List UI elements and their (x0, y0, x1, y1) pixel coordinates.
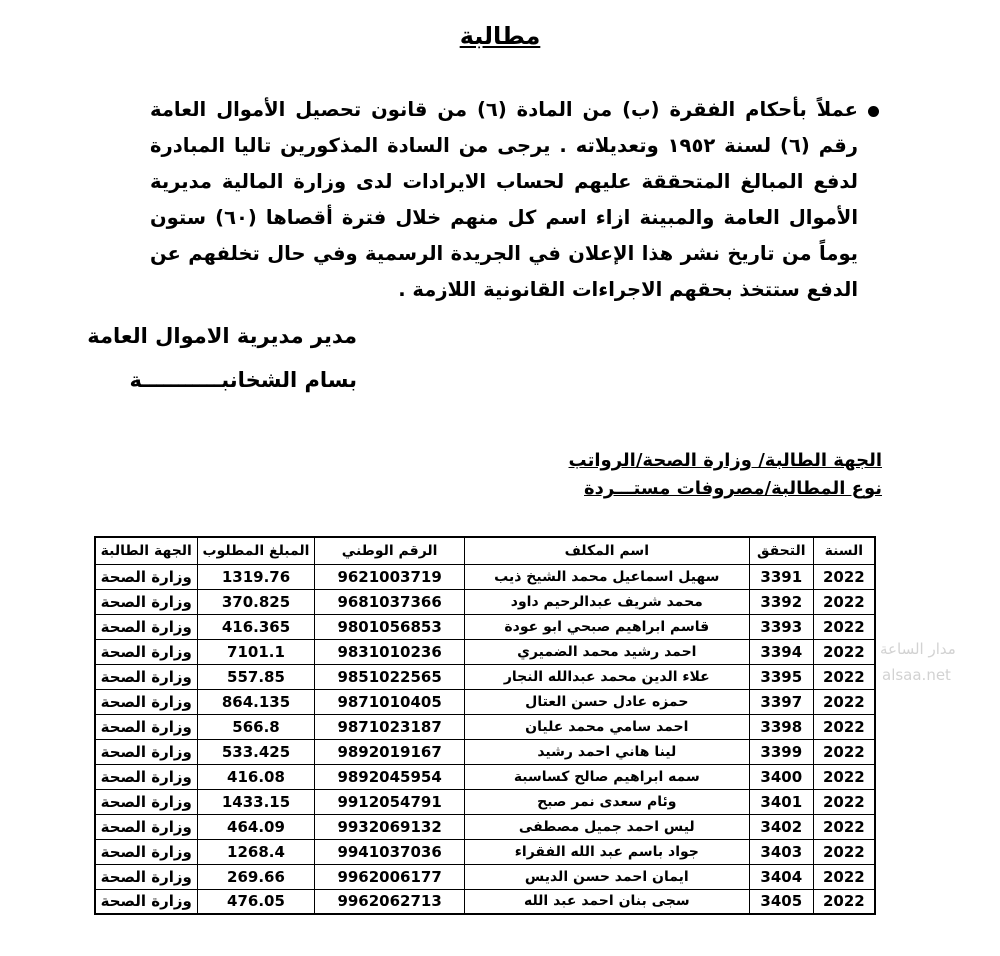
cell-amount: 416.08 (197, 764, 315, 789)
cell-national-id: 9681037366 (315, 589, 464, 614)
cell-name: احمد سامي محمد عليان (464, 714, 749, 739)
cell-verification: 3399 (749, 739, 813, 764)
watermark-url: alsaa.net (882, 666, 951, 684)
table-row (95, 739, 875, 764)
table-row (95, 839, 875, 864)
cell-verification: 3403 (749, 839, 813, 864)
cell-year: 2022 (813, 839, 875, 864)
cell-amount: 370.825 (197, 589, 315, 614)
table-row (95, 639, 875, 664)
cell-verification: 3392 (749, 589, 813, 614)
cell-verification: 3398 (749, 714, 813, 739)
cell-name: حمزه عادل حسن العتال (464, 689, 749, 714)
cell-amount: 7101.1 (197, 639, 315, 664)
cell-national-id: 9962062713 (315, 889, 464, 914)
cell-national-id: 9892019167 (315, 739, 464, 764)
cell-national-id: 9871023187 (315, 714, 464, 739)
table-row (95, 589, 875, 614)
cell-verification: 3400 (749, 764, 813, 789)
cell-name: سمه ابراهيم صالح كساسبة (464, 764, 749, 789)
cell-national-id: 9912054791 (315, 789, 464, 814)
table-header-row (95, 537, 875, 564)
cell-year: 2022 (813, 889, 875, 914)
cell-amount: 476.05 (197, 889, 315, 914)
bullet-icon (868, 106, 879, 117)
cell-verification: 3401 (749, 789, 813, 814)
cell-name: جواد باسم عبد الله الفقراء (464, 839, 749, 864)
claims-table-body (95, 564, 875, 914)
cell-national-id: 9892045954 (315, 764, 464, 789)
cell-party: وزارة الصحة (95, 614, 197, 639)
cell-year: 2022 (813, 739, 875, 764)
cell-name: محمد شريف عبدالرحيم داود (464, 589, 749, 614)
table-row (95, 864, 875, 889)
cell-year: 2022 (813, 714, 875, 739)
header-year: السنة (813, 537, 875, 564)
cell-year: 2022 (813, 614, 875, 639)
cell-year: 2022 (813, 564, 875, 589)
cell-amount: 1433.15 (197, 789, 315, 814)
cell-verification: 3397 (749, 689, 813, 714)
header-party: الجهة الطالبة (95, 537, 197, 564)
header-national-id: الرقم الوطني (315, 537, 464, 564)
table-row (95, 664, 875, 689)
cell-national-id: 9962006177 (315, 864, 464, 889)
cell-name: علاء الدين محمد عبدالله النجار (464, 664, 749, 689)
cell-amount: 566.8 (197, 714, 315, 739)
header-name: اسم المكلف (464, 537, 749, 564)
cell-amount: 269.66 (197, 864, 315, 889)
cell-national-id: 9941037036 (315, 839, 464, 864)
cell-party: وزارة الصحة (95, 789, 197, 814)
cell-party: وزارة الصحة (95, 889, 197, 914)
cell-party: وزارة الصحة (95, 639, 197, 664)
cell-national-id: 9851022565 (315, 664, 464, 689)
cell-verification: 3402 (749, 814, 813, 839)
table-row (95, 564, 875, 589)
watermark-text: مدار الساعة (880, 640, 956, 658)
cell-verification: 3394 (749, 639, 813, 664)
cell-party: وزارة الصحة (95, 564, 197, 589)
cell-name: سهيل اسماعيل محمد الشيخ ذيب (464, 564, 749, 589)
signatory-name: بسام الشخانبـــــــــــة (129, 368, 357, 392)
table-row (95, 814, 875, 839)
cell-name: ليس احمد جميل مصطفى (464, 814, 749, 839)
cell-national-id: 9621003719 (315, 564, 464, 589)
cell-year: 2022 (813, 589, 875, 614)
cell-year: 2022 (813, 864, 875, 889)
header-amount: المبلغ المطلوب (197, 537, 315, 564)
cell-year: 2022 (813, 789, 875, 814)
table-row (95, 764, 875, 789)
cell-verification: 3391 (749, 564, 813, 589)
cell-national-id: 9932069132 (315, 814, 464, 839)
cell-party: وزارة الصحة (95, 814, 197, 839)
table-row (95, 714, 875, 739)
claims-table (94, 536, 876, 915)
cell-national-id: 9831010236 (315, 639, 464, 664)
cell-party: وزارة الصحة (95, 689, 197, 714)
cell-name: لينا هاني احمد رشيد (464, 739, 749, 764)
cell-year: 2022 (813, 639, 875, 664)
table-row (95, 614, 875, 639)
cell-party: وزارة الصحة (95, 739, 197, 764)
cell-party: وزارة الصحة (95, 664, 197, 689)
document-title: مطالبة (459, 22, 541, 50)
cell-party: وزارة الصحة (95, 764, 197, 789)
cell-name: وئام سعدى نمر صبح (464, 789, 749, 814)
table-row (95, 689, 875, 714)
table-row (95, 789, 875, 814)
cell-national-id: 9871010405 (315, 689, 464, 714)
cell-year: 2022 (813, 814, 875, 839)
cell-party: وزارة الصحة (95, 864, 197, 889)
cell-name: قاسم ابراهيم صبحي ابو عودة (464, 614, 749, 639)
cell-party: وزارة الصحة (95, 714, 197, 739)
cell-amount: 1319.76 (197, 564, 315, 589)
cell-verification: 3405 (749, 889, 813, 914)
cell-national-id: 9801056853 (315, 614, 464, 639)
claim-type-line: نوع المطالبة/مصروفات مستـــردة (584, 478, 882, 499)
cell-amount: 533.425 (197, 739, 315, 764)
header-verification: التحقق (749, 537, 813, 564)
cell-party: وزارة الصحة (95, 589, 197, 614)
cell-amount: 464.09 (197, 814, 315, 839)
notice-paragraph: عملاً بأحكام الفقرة (ب) من المادة (٦) من قانون تحصيل الأموال العامة رقم (٦) لسنة ١٩٥٢ وتعديلاته . يرجى من السادة المذكورين تاليا المبادرة لدفع المبالغ المتحققة عليهم لحساب الايرادات لدى وزارة المالية مديرية الأموال العامة والمبينة ازاء اسم كل منهم خلال فترة أقصاها (٦٠) ستون يوماً من تاريخ نشر هذا الإعلان في الجريدة الرسمية وفي حال تخلفهم عن الدفع ستتخذ بحقهم الاجراءات القانونية اللازمة . (150, 98, 858, 301)
cell-year: 2022 (813, 664, 875, 689)
claiming-party-line: الجهة الطالبة/ وزارة الصحة/الرواتب (568, 450, 882, 471)
cell-name: ايمان احمد حسن الديس (464, 864, 749, 889)
cell-name: احمد رشيد محمد الضميري (464, 639, 749, 664)
cell-verification: 3393 (749, 614, 813, 639)
cell-amount: 1268.4 (197, 839, 315, 864)
cell-verification: 3404 (749, 864, 813, 889)
cell-amount: 416.365 (197, 614, 315, 639)
cell-amount: 557.85 (197, 664, 315, 689)
cell-amount: 864.135 (197, 689, 315, 714)
cell-year: 2022 (813, 764, 875, 789)
table-row (95, 889, 875, 914)
cell-party: وزارة الصحة (95, 839, 197, 864)
cell-year: 2022 (813, 689, 875, 714)
cell-name: سجى بنان احمد عبد الله (464, 889, 749, 914)
cell-verification: 3395 (749, 664, 813, 689)
signatory-title: مدير مديرية الاموال العامة (87, 324, 357, 348)
